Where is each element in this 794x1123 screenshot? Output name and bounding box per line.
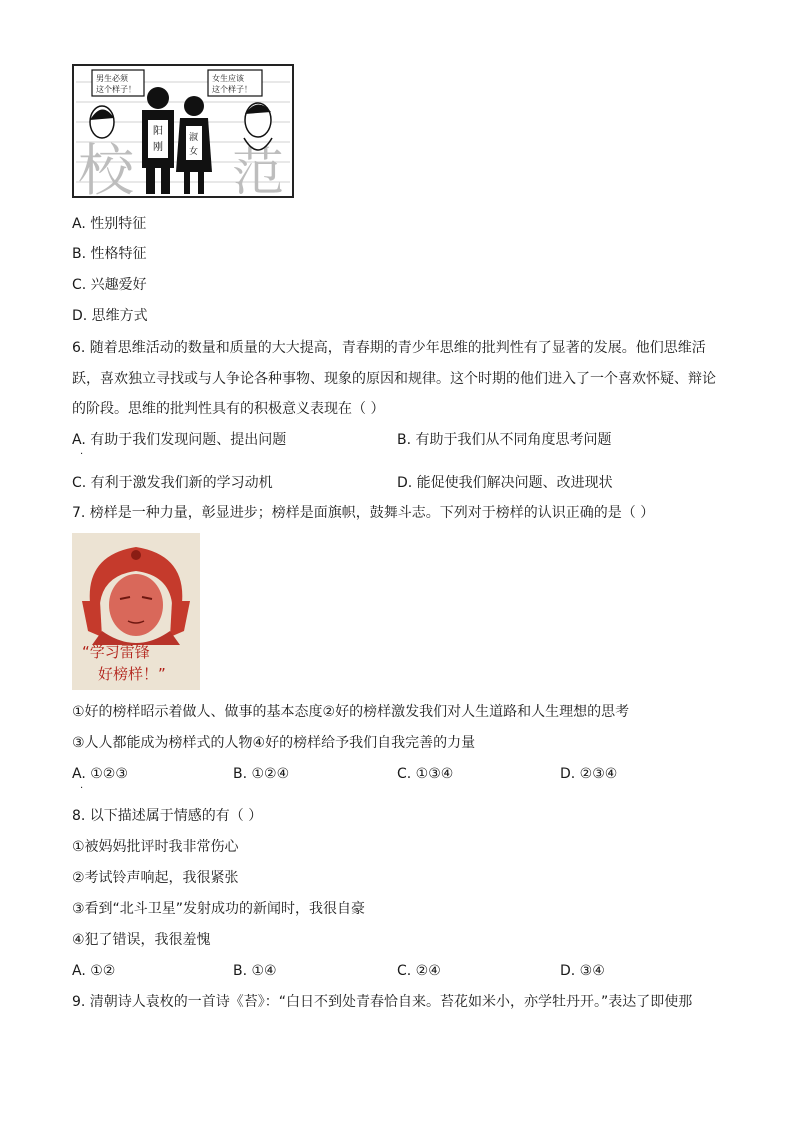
bubble-right-line-1: 女生应该 <box>212 74 244 83</box>
label-male-2: 刚 <box>153 142 163 153</box>
q6-stem-line-2: 跃，喜欢独立寻找或与人争论各种事物、现象的原因和规律。这个时期的他们进入了一个喜欢怀疑、辩论 <box>72 371 716 387</box>
q8-option-b: B. ①④ <box>233 963 277 979</box>
q5-option-d: D. 思维方式 <box>72 308 148 324</box>
bg-char-right: 范 <box>232 143 285 200</box>
q6-option-d: D. 能促使我们解决问题、改进现状 <box>397 475 613 491</box>
bubble-right-line-2: 这个样子！ <box>212 85 252 94</box>
bg-char-left: 校 <box>78 139 134 200</box>
q6-option-b: B. 有助于我们从不同角度思考问题 <box>397 432 612 448</box>
q6-option-c: C. 有利于激发我们新的学习动机 <box>72 475 273 491</box>
q8-stem: 8. 以下描述属于情感的有（ ） <box>72 808 263 824</box>
bubble-left-line-2: 这个样子！ <box>96 85 136 94</box>
q8-item-1: ①被妈妈批评时我非常伤心 <box>72 839 239 855</box>
q7-option-a: A. ①②③ <box>72 766 128 782</box>
q8-option-a: A. ①② <box>72 963 116 979</box>
q5-option-b: B. 性格特征 <box>72 246 147 262</box>
q8-option-d: D. ③④ <box>560 963 605 979</box>
q8-item-3: ③看到“北斗卫星”发射成功的新闻时，我很自豪 <box>72 901 366 917</box>
q6-option-a: A. 有助于我们发现问题、提出问题 <box>72 432 287 448</box>
q7-option-d: D. ②③④ <box>560 766 618 782</box>
q5-option-a: A. 性别特征 <box>72 216 147 232</box>
marker-dot: · <box>80 449 84 460</box>
q8-item-4: ④犯了错误，我很羞愧 <box>72 932 211 948</box>
lei-feng-poster-image <box>72 533 200 690</box>
q7-option-c: C. ①③④ <box>397 766 454 782</box>
q8-item-2: ②考试铃声响起，我很紧张 <box>72 870 239 886</box>
q6-stem-line-1: 6. 随着思维活动的数量和质量的大大提高，青春期的青少年思维的批判性有了显著的发展。他们思维活 <box>72 340 706 356</box>
label-female-2: 女 <box>189 147 199 157</box>
poster-line-1: “学习雷锋 <box>82 643 150 661</box>
q7-statement-2: ③人人都能成为榜样式的人物④好的榜样给予我们自我完善的力量 <box>72 735 476 751</box>
q5-option-c: C. 兴趣爱好 <box>72 277 147 293</box>
q6-stem-line-3: 的阶段。思维的批判性具有的积极意义表现在（ ） <box>72 401 385 417</box>
q7-option-b: B. ①②④ <box>233 766 290 782</box>
marker-dot: · <box>80 783 84 794</box>
bubble-left-line-1: 男生必须 <box>96 74 128 83</box>
q7-stem: 7. 榜样是一种力量，彰显进步；榜样是面旗帜，鼓舞斗志。下列对于榜样的认识正确的是（ ） <box>72 505 655 521</box>
label-male-1: 阳 <box>153 126 163 137</box>
gender-cartoon-image <box>72 62 296 200</box>
poster-line-2: 好榜样！” <box>98 665 166 683</box>
label-female-1: 淑 <box>189 133 199 143</box>
q9-stem: 9. 清朝诗人袁枚的一首诗《苔》：“白日不到处青春恰自来。苔花如米小，亦学牡丹开。”表达了即使那 <box>72 994 693 1010</box>
q7-statement-1: ①好的榜样昭示着做人、做事的基本态度②好的榜样激发我们对人生道路和人生理想的思考 <box>72 704 630 720</box>
q8-option-c: C. ②④ <box>397 963 441 979</box>
